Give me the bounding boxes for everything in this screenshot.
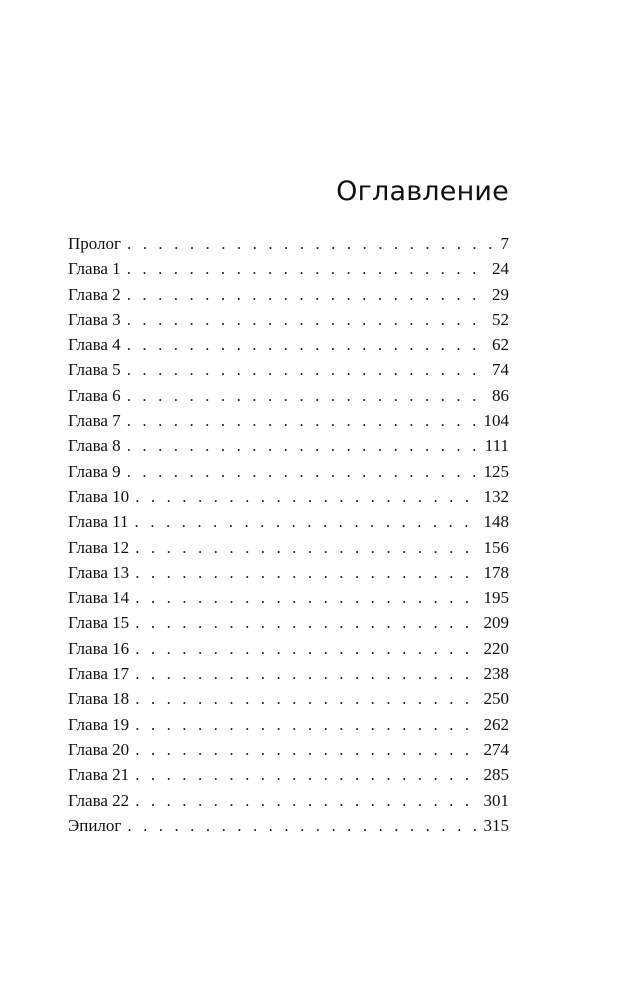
toc-entry: [68, 762, 509, 787]
toc-dot-leader: [135, 484, 477, 509]
toc-entry: [68, 661, 509, 686]
toc-entry: [68, 231, 509, 256]
toc-entry: [68, 636, 509, 661]
toc-dot-leader: [127, 231, 494, 256]
toc-dot-leader: [127, 383, 486, 408]
toc-entry-page-number: 125: [483, 461, 509, 481]
toc-entry-label: Глава 9: [68, 461, 121, 481]
toc-entry: [68, 509, 509, 534]
toc-dot-leader: [135, 661, 477, 686]
toc-dot-leader: [127, 357, 486, 382]
toc-entry: [68, 560, 509, 585]
toc-entry-label: Глава 13: [68, 562, 130, 582]
toc-entry-page-number: 274: [483, 739, 509, 759]
toc-entry-page-number: 220: [483, 638, 509, 658]
toc-dot-leader: [135, 509, 478, 534]
toc-entry-label: Глава 5: [68, 360, 121, 380]
toc-entry-page-number: 238: [483, 664, 509, 684]
toc-entry-label: Глава 20: [68, 739, 130, 759]
toc-entry-page-number: 104: [483, 411, 509, 431]
toc-entry-page-number: 24: [492, 259, 509, 279]
toc-entry: [68, 332, 509, 357]
toc-entry-page-number: 132: [483, 486, 509, 506]
toc-entry-page-number: 62: [492, 335, 509, 355]
toc-entry-label: Глава 17: [68, 664, 130, 684]
toc-dot-leader: [127, 813, 477, 838]
toc-dot-leader: [135, 610, 477, 635]
toc-entry-page-number: 209: [483, 613, 509, 633]
toc-entry: [68, 737, 509, 762]
toc-dot-leader: [127, 307, 486, 332]
toc-dot-leader: [135, 686, 477, 711]
toc-entry-label: Глава 6: [68, 385, 121, 405]
toc-entry: [68, 282, 509, 307]
toc-entry-page-number: 262: [483, 714, 509, 734]
toc-entry-label: Глава 22: [68, 790, 130, 810]
toc-entry-page-number: 52: [492, 309, 509, 329]
toc-entry-page-number: 111: [484, 436, 509, 456]
toc-entry-page-number: 74: [492, 360, 509, 380]
toc-entry-page-number: 156: [483, 537, 509, 557]
toc-entry-label: Глава 3: [68, 309, 121, 329]
toc-entry-page-number: 250: [483, 689, 509, 709]
toc-entry: [68, 585, 509, 610]
toc-entry-label: Глава 8: [68, 436, 121, 456]
toc-entry-label: Пролог: [68, 234, 122, 253]
toc-entry: [68, 256, 509, 281]
toc-entry: [68, 357, 509, 382]
toc-dot-leader: [127, 408, 478, 433]
toc-dot-leader: [135, 636, 477, 661]
toc-entry-page-number: 195: [483, 588, 509, 608]
toc-entry-label: Глава 2: [68, 284, 121, 304]
toc-entry-page-number: 7: [500, 234, 509, 253]
toc-entry-label: Глава 10: [68, 486, 130, 506]
toc-dot-leader: [127, 282, 486, 307]
toc-entry-label: Глава 14: [68, 588, 130, 608]
toc-entry-label: Глава 1: [68, 259, 121, 279]
toc-dot-leader: [127, 433, 479, 458]
toc-dot-leader: [135, 762, 477, 787]
toc-entry: [68, 459, 509, 484]
toc-entry-label: Глава 15: [68, 613, 130, 633]
toc-entry-page-number: 178: [483, 562, 509, 582]
toc-entry: [68, 686, 509, 711]
toc-entry: [68, 712, 509, 737]
toc-entry-label: Глава 21: [68, 765, 130, 785]
toc-entry-page-number: 315: [483, 815, 509, 835]
toc-dot-leader: [135, 788, 477, 813]
toc-entry-label: Глава 18: [68, 689, 130, 709]
toc-entry-label: Эпилог: [68, 815, 122, 835]
toc-entry-page-number: 29: [492, 284, 509, 304]
toc-entry-page-number: 301: [483, 790, 509, 810]
toc-dot-leader: [135, 585, 477, 610]
toc-entry-label: Глава 12: [68, 537, 130, 557]
toc-entry-label: Глава 16: [68, 638, 130, 658]
toc-entry: [68, 813, 509, 838]
toc-entry-label: Глава 7: [68, 411, 121, 431]
toc-dot-leader: [127, 332, 486, 357]
toc-entry: [68, 484, 509, 509]
toc-entry-page-number: 86: [492, 385, 509, 405]
toc-entry-label: Глава 11: [68, 512, 129, 532]
toc-entry-page-number: 148: [483, 512, 509, 532]
toc-entry: [68, 788, 509, 813]
toc-entry: [68, 307, 509, 332]
toc-dot-leader: [135, 560, 477, 585]
toc-dot-leader: [135, 712, 477, 737]
toc-entry: [68, 610, 509, 635]
toc-entry: [68, 535, 509, 560]
toc-dot-leader: [135, 737, 477, 762]
toc-entry: [68, 408, 509, 433]
toc-entry-page-number: 285: [483, 765, 509, 785]
toc-dot-leader: [127, 256, 486, 281]
page-title: Оглавление: [336, 176, 509, 207]
toc-dot-leader: [135, 535, 477, 560]
toc-entry-label: Глава 19: [68, 714, 130, 734]
toc-dot-leader: [127, 459, 478, 484]
toc-entry: [68, 433, 509, 458]
toc-entry-label: Глава 4: [68, 335, 121, 355]
toc-entry: [68, 383, 509, 408]
table-of-contents: [68, 231, 509, 838]
